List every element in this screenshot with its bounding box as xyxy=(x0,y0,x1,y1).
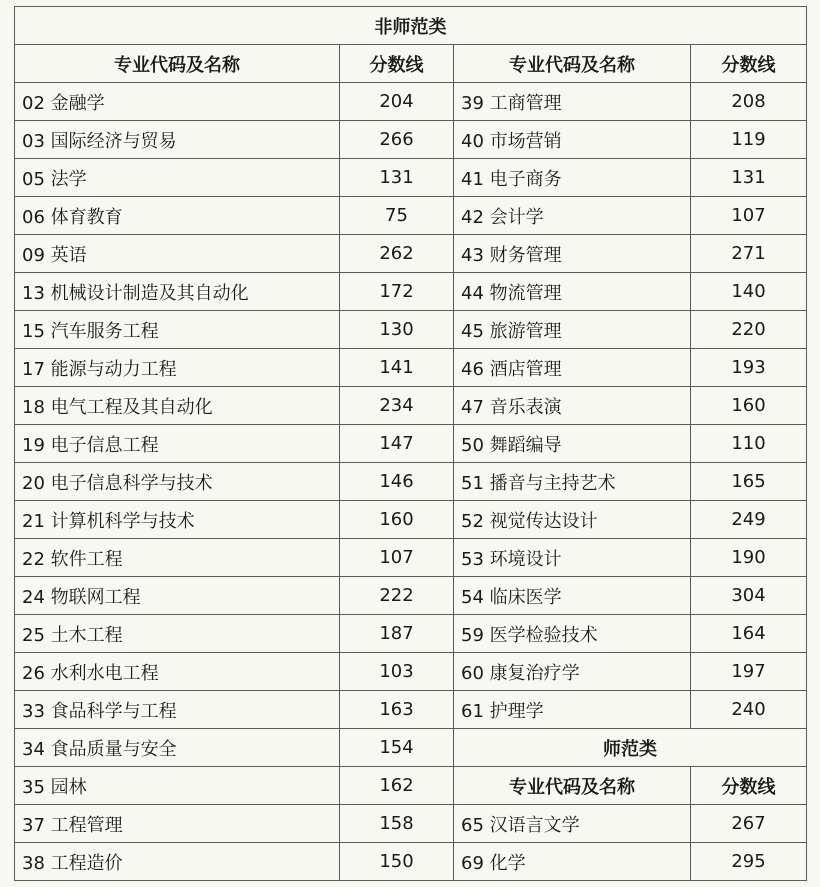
right-major-name: 40 市场营销 xyxy=(454,121,691,159)
table-row xyxy=(15,577,807,615)
header-score-right: 分数线 xyxy=(691,45,807,83)
right-major-score: 140 xyxy=(691,273,807,311)
table-row xyxy=(15,159,807,197)
left-major-name: 15 汽车服务工程 xyxy=(15,311,340,349)
right-major-score: 193 xyxy=(691,349,807,387)
right-major-score: 271 xyxy=(691,235,807,273)
header-name-right: 专业代码及名称 xyxy=(454,45,691,83)
left-major-name: 25 土木工程 xyxy=(15,615,340,653)
normal-header-name: 专业代码及名称 xyxy=(454,767,691,805)
left-major-score: 222 xyxy=(340,577,454,615)
left-major-name: 18 电气工程及其自动化 xyxy=(15,387,340,425)
left-major-score: 75 xyxy=(340,197,454,235)
right-major-name: 39 工商管理 xyxy=(454,83,691,121)
left-major-score: 154 xyxy=(340,729,454,767)
right-major-name: 53 环境设计 xyxy=(454,539,691,577)
left-major-score: 234 xyxy=(340,387,454,425)
table-row xyxy=(15,843,807,881)
left-major-name: 05 法学 xyxy=(15,159,340,197)
left-major-name: 37 工程管理 xyxy=(15,805,340,843)
left-major-score: 162 xyxy=(340,767,454,805)
right-major-score: 240 xyxy=(691,691,807,729)
right-major-score: 119 xyxy=(691,121,807,159)
left-major-score: 266 xyxy=(340,121,454,159)
table-row xyxy=(15,425,807,463)
table-row xyxy=(15,197,807,235)
left-major-name: 38 工程造价 xyxy=(15,843,340,881)
right-major-name: 51 播音与主持艺术 xyxy=(454,463,691,501)
left-major-score: 103 xyxy=(340,653,454,691)
table-row xyxy=(15,767,807,805)
left-major-score: 163 xyxy=(340,691,454,729)
score-table xyxy=(14,6,807,881)
right-major-score: 165 xyxy=(691,463,807,501)
left-major-name: 24 物联网工程 xyxy=(15,577,340,615)
right-major-score: 304 xyxy=(691,577,807,615)
left-major-name: 13 机械设计制造及其自动化 xyxy=(15,273,340,311)
right-major-name: 50 舞蹈编导 xyxy=(454,425,691,463)
right-major-name: 59 医学检验技术 xyxy=(454,615,691,653)
table-row xyxy=(15,729,807,767)
left-major-score: 158 xyxy=(340,805,454,843)
left-major-name: 34 食品质量与安全 xyxy=(15,729,340,767)
table-title-row xyxy=(15,7,807,45)
normal-major-name: 69 化学 xyxy=(454,843,691,881)
table-row xyxy=(15,121,807,159)
normal-section-title: 师范类 xyxy=(454,729,807,767)
table-row xyxy=(15,311,807,349)
right-major-name: 41 电子商务 xyxy=(454,159,691,197)
right-major-score: 220 xyxy=(691,311,807,349)
left-major-score: 131 xyxy=(340,159,454,197)
left-major-score: 150 xyxy=(340,843,454,881)
left-major-score: 262 xyxy=(340,235,454,273)
table-row xyxy=(15,805,807,843)
normal-major-name: 65 汉语言文学 xyxy=(454,805,691,843)
table-row xyxy=(15,83,807,121)
left-major-name: 35 园林 xyxy=(15,767,340,805)
right-major-score: 131 xyxy=(691,159,807,197)
right-major-score: 164 xyxy=(691,615,807,653)
right-major-score: 107 xyxy=(691,197,807,235)
right-major-name: 52 视觉传达设计 xyxy=(454,501,691,539)
left-major-name: 20 电子信息科学与技术 xyxy=(15,463,340,501)
left-major-name: 22 软件工程 xyxy=(15,539,340,577)
header-score-left: 分数线 xyxy=(340,45,454,83)
left-major-score: 204 xyxy=(340,83,454,121)
right-major-name: 43 财务管理 xyxy=(454,235,691,273)
left-major-score: 146 xyxy=(340,463,454,501)
right-major-score: 208 xyxy=(691,83,807,121)
right-major-score: 110 xyxy=(691,425,807,463)
left-major-score: 141 xyxy=(340,349,454,387)
right-major-name: 44 物流管理 xyxy=(454,273,691,311)
right-major-name: 60 康复治疗学 xyxy=(454,653,691,691)
right-major-name: 47 音乐表演 xyxy=(454,387,691,425)
table-row xyxy=(15,615,807,653)
right-major-name: 46 酒店管理 xyxy=(454,349,691,387)
left-major-name: 33 食品科学与工程 xyxy=(15,691,340,729)
table-row xyxy=(15,539,807,577)
normal-major-score: 267 xyxy=(691,805,807,843)
table-header-row xyxy=(15,45,807,83)
normal-header-score: 分数线 xyxy=(691,767,807,805)
right-major-score: 160 xyxy=(691,387,807,425)
left-major-name: 09 英语 xyxy=(15,235,340,273)
left-major-name: 19 电子信息工程 xyxy=(15,425,340,463)
left-major-name: 21 计算机科学与技术 xyxy=(15,501,340,539)
left-major-name: 26 水利水电工程 xyxy=(15,653,340,691)
table-row xyxy=(15,501,807,539)
right-major-name: 42 会计学 xyxy=(454,197,691,235)
header-name-left: 专业代码及名称 xyxy=(15,45,340,83)
left-major-name: 02 金融学 xyxy=(15,83,340,121)
left-major-name: 03 国际经济与贸易 xyxy=(15,121,340,159)
right-major-name: 61 护理学 xyxy=(454,691,691,729)
left-major-score: 107 xyxy=(340,539,454,577)
right-major-name: 45 旅游管理 xyxy=(454,311,691,349)
left-major-score: 172 xyxy=(340,273,454,311)
left-major-name: 06 体育教育 xyxy=(15,197,340,235)
table-row xyxy=(15,387,807,425)
table-row xyxy=(15,273,807,311)
table-row xyxy=(15,463,807,501)
right-major-score: 197 xyxy=(691,653,807,691)
left-major-score: 130 xyxy=(340,311,454,349)
right-major-score: 249 xyxy=(691,501,807,539)
table-title: 非师范类 xyxy=(15,7,807,45)
left-major-name: 17 能源与动力工程 xyxy=(15,349,340,387)
normal-major-score: 295 xyxy=(691,843,807,881)
right-major-name: 54 临床医学 xyxy=(454,577,691,615)
left-major-score: 147 xyxy=(340,425,454,463)
table-row xyxy=(15,235,807,273)
left-major-score: 160 xyxy=(340,501,454,539)
table-row xyxy=(15,653,807,691)
table-row xyxy=(15,691,807,729)
right-major-score: 190 xyxy=(691,539,807,577)
left-major-score: 187 xyxy=(340,615,454,653)
table-row xyxy=(15,349,807,387)
